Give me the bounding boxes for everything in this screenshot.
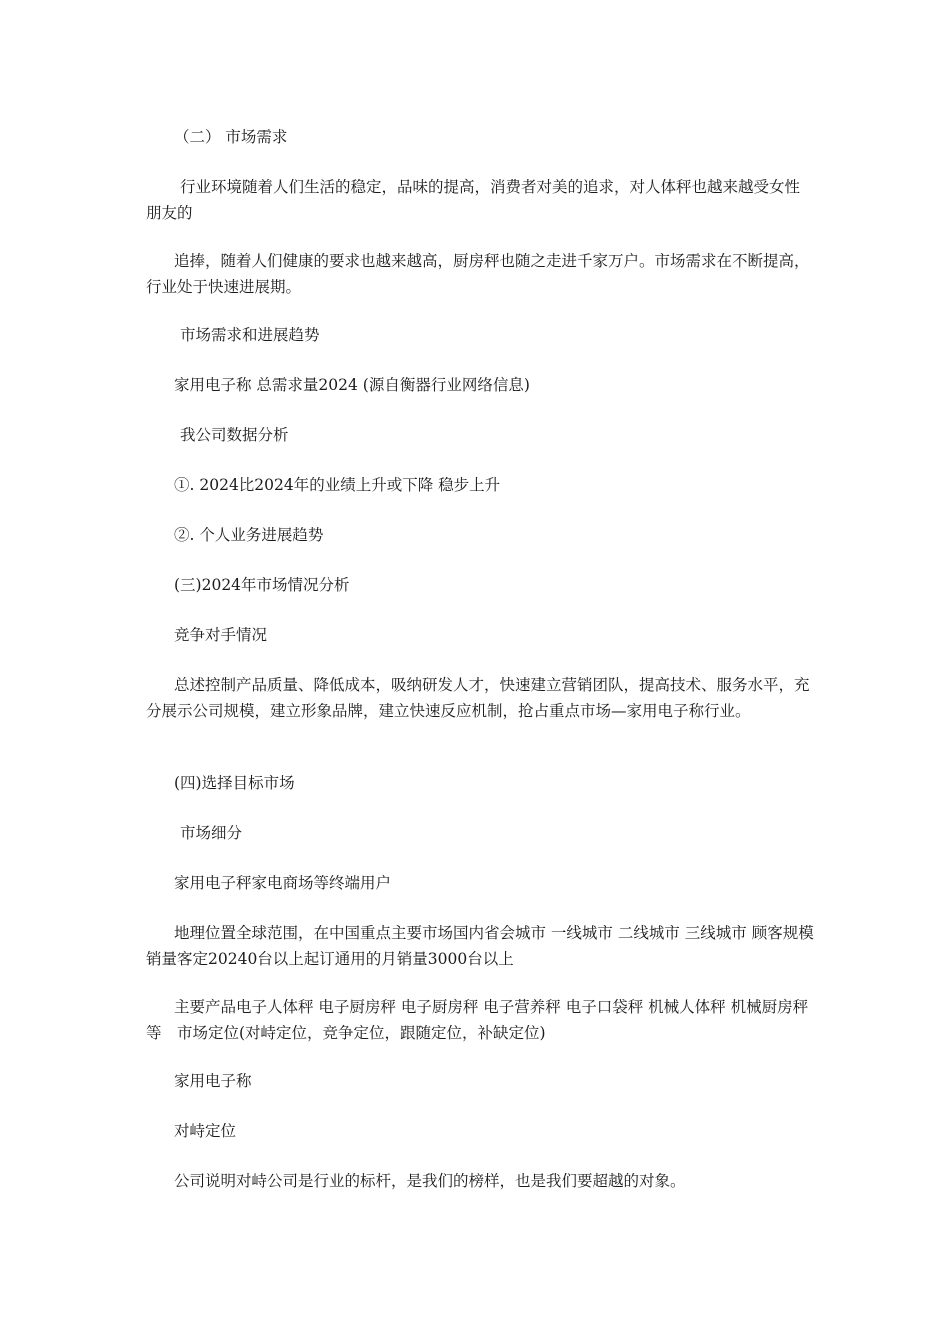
paragraph-end-users: 家用电子秤家电商场等终端用户 [174,874,392,892]
section-heading-market-demand: （二） 市场需求 [174,128,288,146]
subheading-confrontation-positioning: 对峙定位 [174,1122,237,1140]
paragraph-total-demand: 家用电子称 总需求量2024 (源自衡器行业网络信息) [174,376,530,394]
paragraph-industry-environment: 行业环境随着人们生活的稳定，品味的提高，消费者对美的追求，对人体秤也越来越受女性朋友的 [146,178,801,222]
subheading-demand-trend: 市场需求和进展趋势 [180,326,320,344]
paragraph-summary: 总述控制产品质量、降低成本，吸纳研发人才，快速建立营销团队，提高技术、服务水平，充分展示公司规模，建立形象品牌，建立快速反应机制，抢占重点市场—家用电子称行业。 [146,676,810,720]
list-item-performance: ①. 2024比2024年的业绩上升或下降 稳步上升 [174,476,501,494]
subheading-company-data: 我公司数据分析 [180,426,289,444]
paragraph-household-scale: 家用电子称 [174,1072,252,1090]
paragraph-main-products: 主要产品电子人体秤 电子厨房秤 电子厨房秤 电子营养秤 电子口袋秤 机械人体秤 机械厨房秤等 市场定位(对峙定位，竞争定位，跟随定位，补缺定位) [146,998,809,1042]
subheading-competitors: 竞争对手情况 [174,626,268,644]
subheading-market-segmentation: 市场细分 [180,824,243,842]
list-item-personal-trend: ②. 个人业务进展趋势 [174,526,324,544]
paragraph-company-description: 公司说明对峙公司是行业的标杆，是我们的榜样，也是我们要超越的对象。 [174,1172,686,1190]
section-heading-target-market: (四)选择目标市场 [174,774,295,792]
paragraph-pursuit: 追捧，随着人们健康的要求也越来越高，厨房秤也随之走进千家万户。市场需求在不断提高，行业处于快速进展期。 [146,252,810,296]
paragraph-geography: 地理位置全球范围，在中国重点主要市场国内省会城市 一线城市 二线城市 三线城市 顾客规模销量客定20240台以上起订通用的月销量3000台以上 [146,924,814,968]
section-heading-market-analysis: (三)2024年市场情况分析 [174,576,350,594]
